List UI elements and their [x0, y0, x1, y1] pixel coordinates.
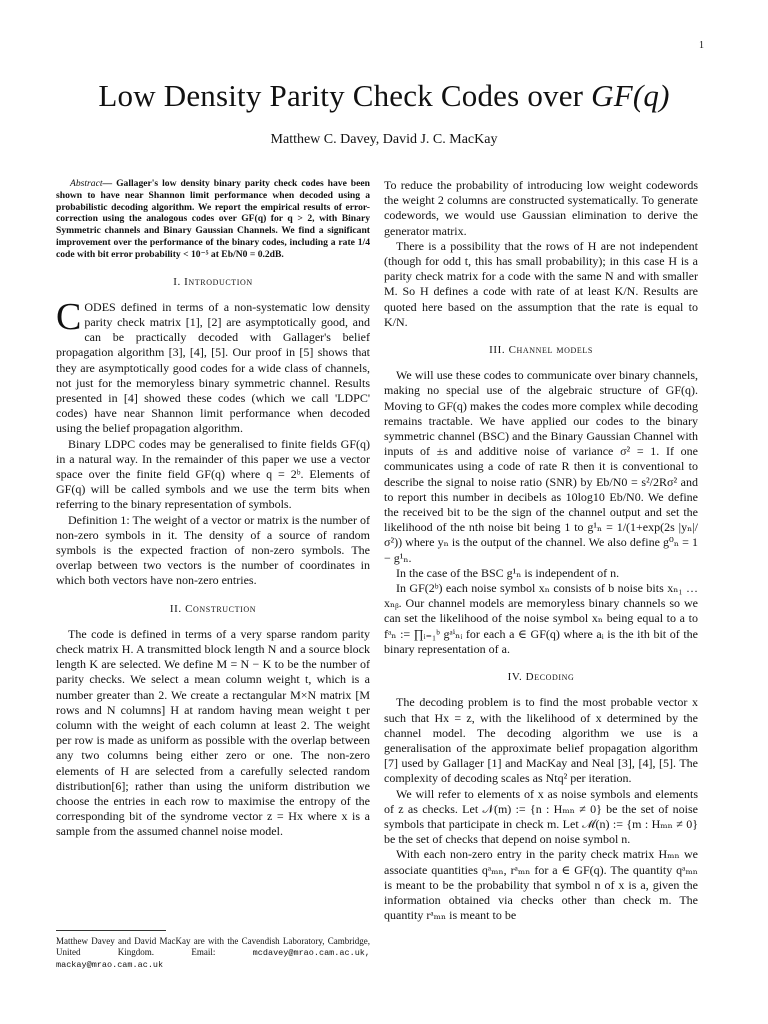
- right-column: [384, 178, 698, 923]
- page-number: 1: [699, 40, 704, 51]
- right-paragraph-2: There is a possibility that the rows of H are not independent (though for odd t, this has small probability); in this case H is a parity check matrix for a code with the same N and with smaller M. So H defines a code with rate of at least K/N. Results are quoted here based on the assumption that the rate is equal to K/N.: [384, 238, 698, 329]
- drop-cap: C: [56, 295, 82, 338]
- channel-paragraph-3: In GF(2ᵇ) each noise symbol xₙ consists of b noise bits xₙ₁ … xₙᵦ. Our channel models are memoryless binary channels so we can set the likelihood of the noise symbol xₙ being equal to a to fᵃₙ := ∏ᵢ₌₁ᵇ gᵃⁱₙᵢ for each a ∈ GF(q) where aᵢ is the ith bit of the binary representation of a.: [384, 581, 698, 656]
- title-text: Low Density Parity Check Codes over: [98, 78, 592, 113]
- abstract: [56, 178, 370, 261]
- abstract-label: Abstract: [70, 178, 103, 189]
- section-heading-construction: II. Construction: [169, 602, 257, 615]
- footnote-emails: mcdavey@mrao.cam.ac.uk, mackay@mrao.cam.ac.uk: [56, 948, 370, 971]
- intro-paragraph-2: Binary LDPC codes may be generalised to finite fields GF(q) in a natural way. In the remainder of this paper we use a vector space over the finite field GF(q) where q = 2ᵇ. Elements of GF(q) will be called symbols and we use the term bits when referring to the binary representation of symbols.: [56, 436, 370, 512]
- section-heading-decoding: IV. Decoding: [507, 671, 575, 684]
- left-column: [56, 178, 370, 840]
- decoding-paragraph-2: We will refer to elements of x as noise symbols and elements of z as checks. Let 𝒩(m) := {n : Hₘₙ ≠ 0} be the set of noise symbols that participate in check m. Let ℳ(n) := {m : Hₘₙ ≠ 0} be the set of checks that depend on noise symbol n.: [384, 786, 698, 847]
- footnote-text: Matthew Davey and David MacKay are with the Cavendish Laboratory, Cambridge, United Kingdom. Email:: [56, 936, 370, 958]
- author-line: Matthew C. Davey, David J. C. MacKay: [270, 132, 498, 147]
- decoding-paragraph-3: With each non-zero entry in the parity check matrix Hₘₙ we associate quantities qᵃₘₙ, rᵃₘₙ for a ∈ GF(q). The quantity qᵃₘₙ is meant to be the probability that symbol n of x is a, given the information obtained via checks other than check m. The quantity rᵃₘₙ is meant to be: [384, 847, 698, 923]
- footnote-rule: [56, 930, 166, 931]
- intro-paragraph-1-text: ODES defined in terms of a non-systematic low density parity check matrix [1], [2] are asymptotically good, and can be practically decoded with Gallager's belief propagation algorithm [3], [4], [5]. Our proof in [5] shows that they are asymptotically good codes for a wide class of channels, not just for the memoryless binary symmetric channel. Results presented in [4] showed these codes (which we call 'LDPC' codes) have near Shannon limit performance when decoded using the belief propagation algorithm.: [56, 299, 370, 436]
- construction-paragraph: The code is defined in terms of a very sparse random parity check matrix H. A transmitted block length N and a source block length K are selected. We define M = N − K to be the number of parity checks. We select a mean column weight t, which is a number greater than 2. We create a rectangular M×N matrix [M rows and N columns] H at random having mean weight t per column with the weight of each column at least 2. The weight per row is made as uniform as possible with the overlap between any two columns being either zero or one. The non-zero elements of H are selected from a carefully selected random distribution[6]; rather than using the uniform distribution we choose the entries in each row to maximise the entropy of the corresponding bit of the syndrome vector z = Hx where x is a sample from the assumed channel noise model.: [56, 626, 370, 839]
- footnote: [56, 936, 370, 972]
- title-math: GF(q): [591, 78, 670, 113]
- channel-paragraph-1: We will use these codes to communicate over binary channels, making no special use of the algebraic structure of GF(q). Moving to GF(q) makes the codes more complex while decoding remains tractable. We have applied our codes to the binary symmetric channel (BSC) and the Binary Gaussian Channel with inputs of ±s and additive noise of variance σ² = 1. If one communicates using a code of rate R then it is conventional to describe the signal to noise ratio (SNR) by Eb/N0 = s²/2Rσ² and to report this number in decibels as 10log10 Eb/N0. We define the received bit to be the sign of the channel output and set the likelihood of the nth noise bit being 1 to g¹ₙ = 1/(1+exp(2s |yₙ|/σ²)) where yₙ is the output of the channel. We also define g⁰ₙ = 1 − g¹ₙ.: [384, 368, 698, 565]
- channel-paragraph-2: In the case of the BSC g¹ₙ is independent of n.: [396, 565, 620, 580]
- paper-title: [0, 78, 768, 114]
- decoding-paragraph-1: The decoding problem is to find the most probable vector x such that Hx = z, with the likelihood of x determined by the channel model. The decoding algorithm we use is a generalisation of the approximate belief propagation algorithm [7] used by Gallager [1] and MacKay and Neal [3], [4], [5]. The complexity of decoding scales as Ntq² per iteration.: [384, 695, 698, 786]
- right-paragraph-1: To reduce the probability of introducing low weight codewords the weight 2 columns are constructed systematically. To generate codewords, we would use Gaussian elimination to derive the generator matrix.: [384, 178, 698, 238]
- section-heading-introduction: I. Introduction: [173, 275, 253, 288]
- abstract-text: — Gallager's low density binary parity check codes have been shown to have near Shannon limit performance when decoded using a probabilistic decoding algorithm. We report the empirical results of error-correction using the analogous codes over GF(q) for q > 2, with Binary Symmetric channels and Binary Gaussian Channels. We find a significant improvement over the performance of the binary codes, including a rate 1/4 code with bit error probability < 10⁻⁵ at Eb/N0 = 0.2dB.: [56, 178, 370, 260]
- definition-1: Definition 1: The weight of a vector or matrix is the number of non-zero symbols in it. The density of a source of random symbols is the expected fraction of non-zero symbols. The overlap between two vectors is the number of coordinates in which both vectors have non-zero entries.: [56, 512, 370, 588]
- section-heading-channel-models: III. Channel models: [489, 344, 593, 357]
- intro-paragraph-1: [56, 295, 370, 437]
